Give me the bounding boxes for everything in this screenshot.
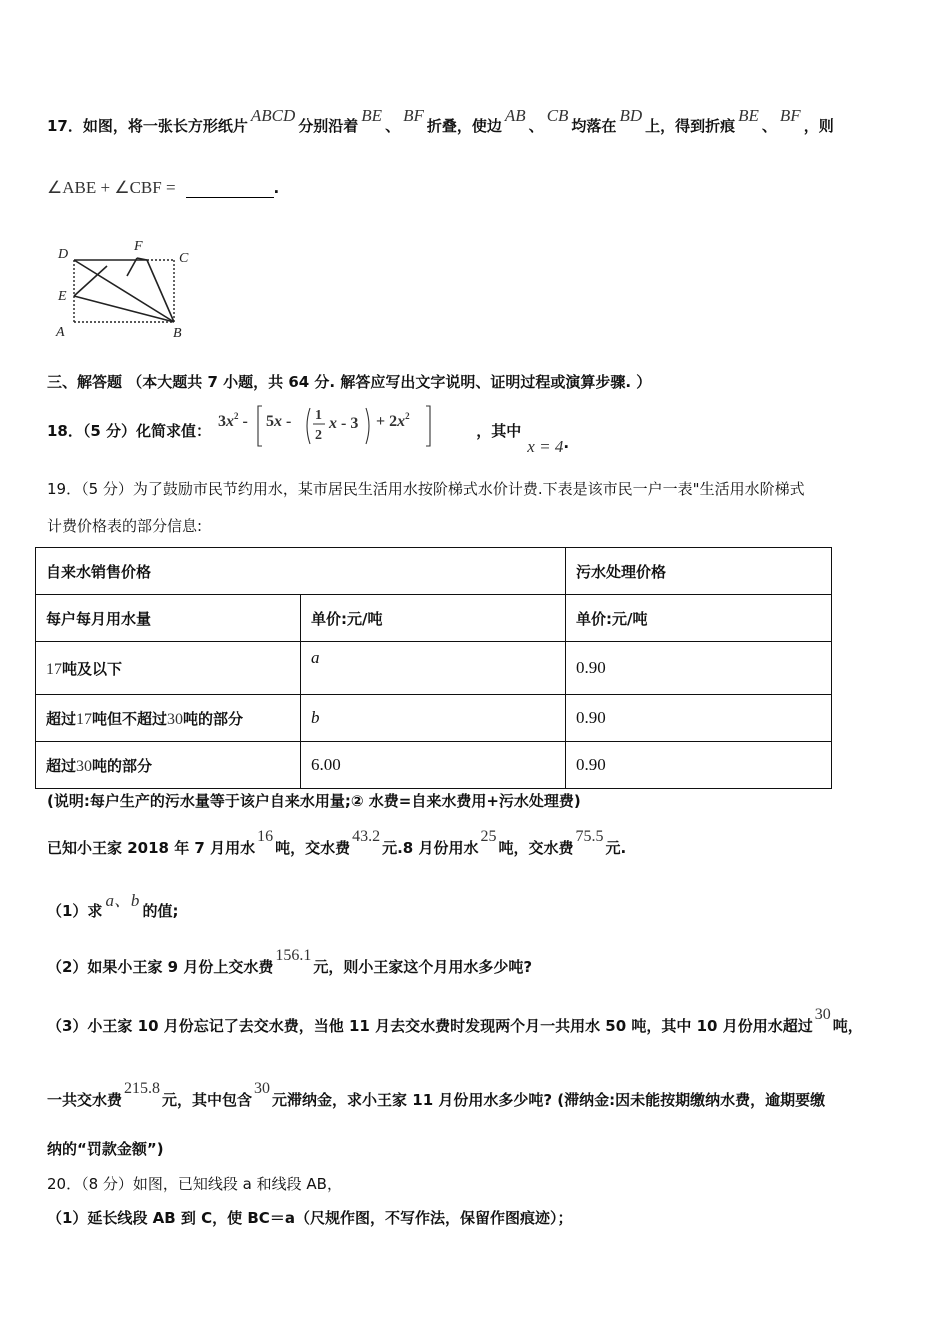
simplify-formula	[216, 404, 476, 448]
table-row	[36, 695, 832, 742]
q18-line: 18．（5 分）化简求值： $3x^2$ - 5x - 1 2 x - 3 + $2x^2$ ，其中x = 4.	[47, 402, 569, 448]
table-row	[36, 595, 832, 642]
label-F: F	[134, 239, 143, 254]
q19-part3-line1: （3）小王家 10 月份忘记了去交水费，当他 11 月去交水费时发现两个月一共用水 50 吨，其中 10 月份用水超过30吨，	[47, 1006, 863, 1035]
label-D: D	[58, 247, 69, 262]
angle-expression: ∠ABE + ∠CBF =	[47, 178, 176, 197]
known-data-line: 已知小王家 2018 年 7 月用水16吨，交水费43.2元.8 月份用水25吨，交水费75.5元.	[47, 828, 627, 857]
label-C: C	[179, 251, 189, 266]
price-cell: b	[301, 695, 566, 742]
q17-line1: 17．如图，将一张长方形纸片ABCD分别沿着BE、BF折叠，使边AB、CB均落在BD上，得到折痕BE、BF，则	[47, 106, 834, 135]
q20-line2: （1）延长线段 AB 到 C，使 BC＝a（尺规作图，不写作法，保留作图痕迹）；	[47, 1209, 573, 1227]
q18-condition: x = 4	[527, 437, 564, 456]
section-heading: 三、解答题 （本大题共 7 小题，共 64 分. 解答应写出文字说明、证明过程或演算步骤. ）	[47, 373, 652, 391]
sewage-cell: 0.90	[566, 642, 832, 695]
svg-text:5x -: 5x -	[266, 413, 292, 430]
price-cell: a	[301, 642, 566, 695]
q20-line1: 20．（8 分）如图，已知线段 a 和线段 AB，	[47, 1175, 342, 1193]
rect-label: ABCD	[250, 106, 296, 125]
svg-text:x - 3: x - 3	[329, 415, 359, 432]
table-row	[36, 742, 832, 789]
q18-expression	[216, 404, 476, 448]
svg-text:2: 2	[315, 428, 323, 443]
q17-line2: ∠ABE + ∠CBF = .	[47, 178, 280, 197]
svg-text:+ 2x2: + $2x^2$	[376, 411, 410, 430]
table-note: (说明:每户生产的污水量等于该户自来水用量;② 水费=自来水费用+污水处理费)	[47, 792, 581, 810]
q19-part3-line3: 纳的“罚款金额”)	[47, 1140, 164, 1158]
q19-intro-line2: 计费价格表的部分信息:	[47, 517, 203, 535]
label-E: E	[58, 289, 67, 304]
tier-cell: 17吨及以下	[36, 642, 301, 695]
col-unit-price: 单价:元/吨	[301, 595, 566, 642]
header-tap-water: 自来水销售价格	[36, 548, 566, 595]
q19-part2: （2）如果小王家 9 月份上交水费156.1元，则小王家这个月用水多少吨?	[47, 947, 533, 976]
table-row	[36, 548, 832, 595]
q19-part1: （1）求a、b的值;	[47, 891, 179, 920]
sewage-cell: 0.90	[566, 695, 832, 742]
price-cell: 6.00	[301, 742, 566, 789]
fold-diagram	[52, 236, 202, 341]
col-usage: 每户每月用水量	[36, 595, 301, 642]
col-sewage-unit: 单价:元/吨	[566, 595, 832, 642]
label-A: A	[56, 325, 65, 340]
q19-part3-line2: 一共交水费215.8元，其中包含30元滞纳金，求小王家 11 月份用水多少吨? (滞纳金:因未能按期缴纳水费，逾期要缴	[47, 1080, 826, 1109]
tier-cell: 超过30吨的部分	[36, 742, 301, 789]
q19-intro-line1: 19．（5 分）为了鼓励市民节约用水，某市居民生活用水按阶梯式水价计费.下表是该市民一户一表"生活用水阶梯式	[47, 480, 805, 498]
rectangle-fold-figure	[52, 236, 202, 345]
answer-blank[interactable]	[186, 179, 274, 198]
sewage-cell: 0.90	[566, 742, 832, 789]
svg-text:3x2 -: $3x^2$ -	[218, 411, 249, 430]
label-B: B	[173, 326, 182, 341]
table-row	[36, 642, 832, 695]
header-sewage: 污水处理价格	[566, 548, 832, 595]
tier-cell: 超过17吨但不超过30吨的部分	[36, 695, 301, 742]
svg-text:1: 1	[315, 408, 323, 423]
water-price-table	[35, 547, 832, 789]
